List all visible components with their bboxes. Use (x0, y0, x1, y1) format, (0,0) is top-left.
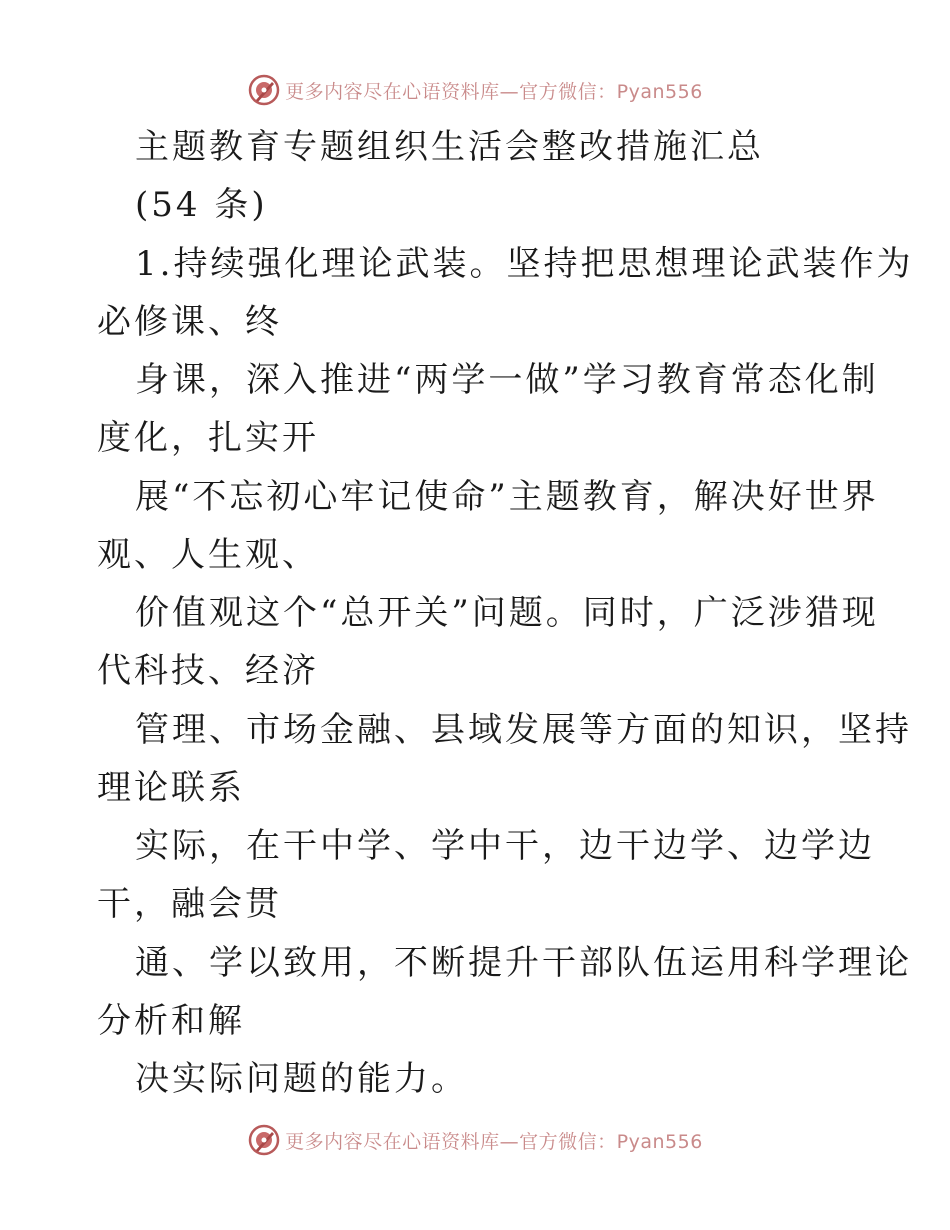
paragraph-line: 价值观这个“总开关”问题。同时，广泛涉猎现 (135, 593, 879, 633)
watermark-footer (0, 1120, 950, 1160)
watermark-header (0, 70, 950, 110)
paragraph-line: 干，融会贯 (97, 884, 282, 924)
paragraph-line: 观、人生观、 (97, 535, 319, 575)
paragraph-line: 理论联系 (97, 768, 245, 808)
paragraph-line: 决实际问题的能力。 (135, 1059, 468, 1099)
pen-nib-logo-icon (247, 73, 281, 107)
paragraph-line: 实际，在干中学、学中干，边干边学、边学边 (135, 826, 875, 866)
paragraph-line: 展“不忘初心牢记使命”主题教育，解决好世界 (135, 477, 879, 517)
watermark-text: 更多内容尽在心语资料库—官方微信：Pyan556 (285, 1130, 703, 1153)
paragraph-line: 代科技、经济 (97, 651, 319, 691)
paragraph-line: 通、学以致用，不断提升干部队伍运用科学理论 (135, 943, 912, 983)
document-subtitle: (54 条) (135, 185, 268, 225)
paragraph-line: 必修课、终 (97, 302, 282, 342)
paragraph-line: 身课，深入推进“两学一做”学习教育常态化制 (135, 360, 879, 400)
paragraph-line: 1.持续强化理论武装。坚持把思想理论武装作为 (135, 244, 914, 284)
paragraph-line: 分析和解 (97, 1001, 245, 1041)
paragraph-line: 管理、市场金融、县域发展等方面的知识，坚持 (135, 710, 912, 750)
document-title: 主题教育专题组织生活会整改措施汇总 (135, 127, 764, 167)
pen-nib-logo-icon (247, 1123, 281, 1157)
watermark-text: 更多内容尽在心语资料库—官方微信：Pyan556 (285, 80, 703, 103)
paragraph-line: 度化，扎实开 (97, 418, 319, 458)
